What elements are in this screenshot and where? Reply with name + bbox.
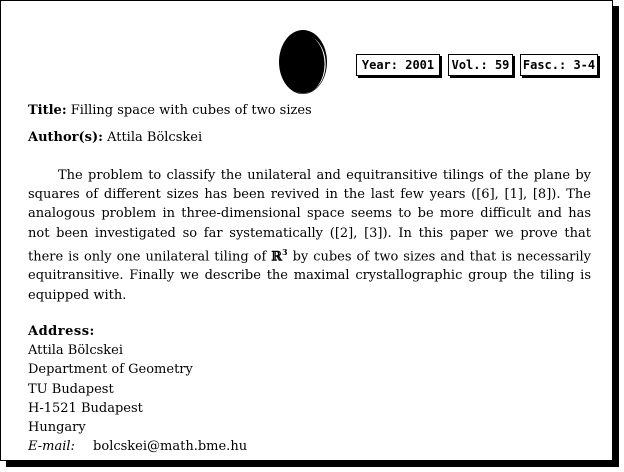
abstract-text-1: The problem to classify the unilateral and equitransitive tilings of the plane by squares of different sizes has been revived in the last few years ([6], [1], [8]). The analogous problem in three-dimensional space seems to be more difficult and has not been investigated so far systematically ([2], [3]). In this paper we prove that there is only one unilateral tiling of <box>28 168 591 265</box>
journal-logo-icon <box>278 29 328 95</box>
year-badge: Year: 2001 <box>356 54 440 76</box>
volume-badge: Vol.: 59 <box>448 54 513 76</box>
address-line-department: Department of Geometry <box>28 362 193 378</box>
fascicle-badge: Fasc.: 3-4 <box>520 54 598 76</box>
article-authors: Attila Bölcskei <box>107 130 203 145</box>
address-line-city: H-1521 Budapest <box>28 400 143 416</box>
email-line <box>28 437 428 456</box>
email-address[interactable]: bolcskei@math.bme.hu <box>93 439 248 455</box>
abstract <box>28 166 591 305</box>
address-line-institution: TU Budapest <box>28 381 114 397</box>
address-line-name: Attila Bölcskei <box>28 343 124 359</box>
article-title: Filling space with cubes of two sizes <box>70 103 312 118</box>
real-space-symbol: ℝ <box>271 249 283 265</box>
address-block <box>28 322 428 456</box>
title-line <box>28 103 312 118</box>
title-label: Title: <box>28 103 67 118</box>
authors-label: Author(s): <box>28 130 103 145</box>
address-heading: Address: <box>28 324 95 339</box>
author-line <box>28 130 202 145</box>
address-line-country: Hungary <box>28 420 86 436</box>
email-label: E-mail: <box>28 439 75 455</box>
dimension-exponent: 3 <box>282 246 288 257</box>
abstract-text-2: by cubes of two sizes and that is necessarily equitransitive. Finally we describe the maximal crystallographic group the tiling is equipped with. <box>28 249 591 303</box>
